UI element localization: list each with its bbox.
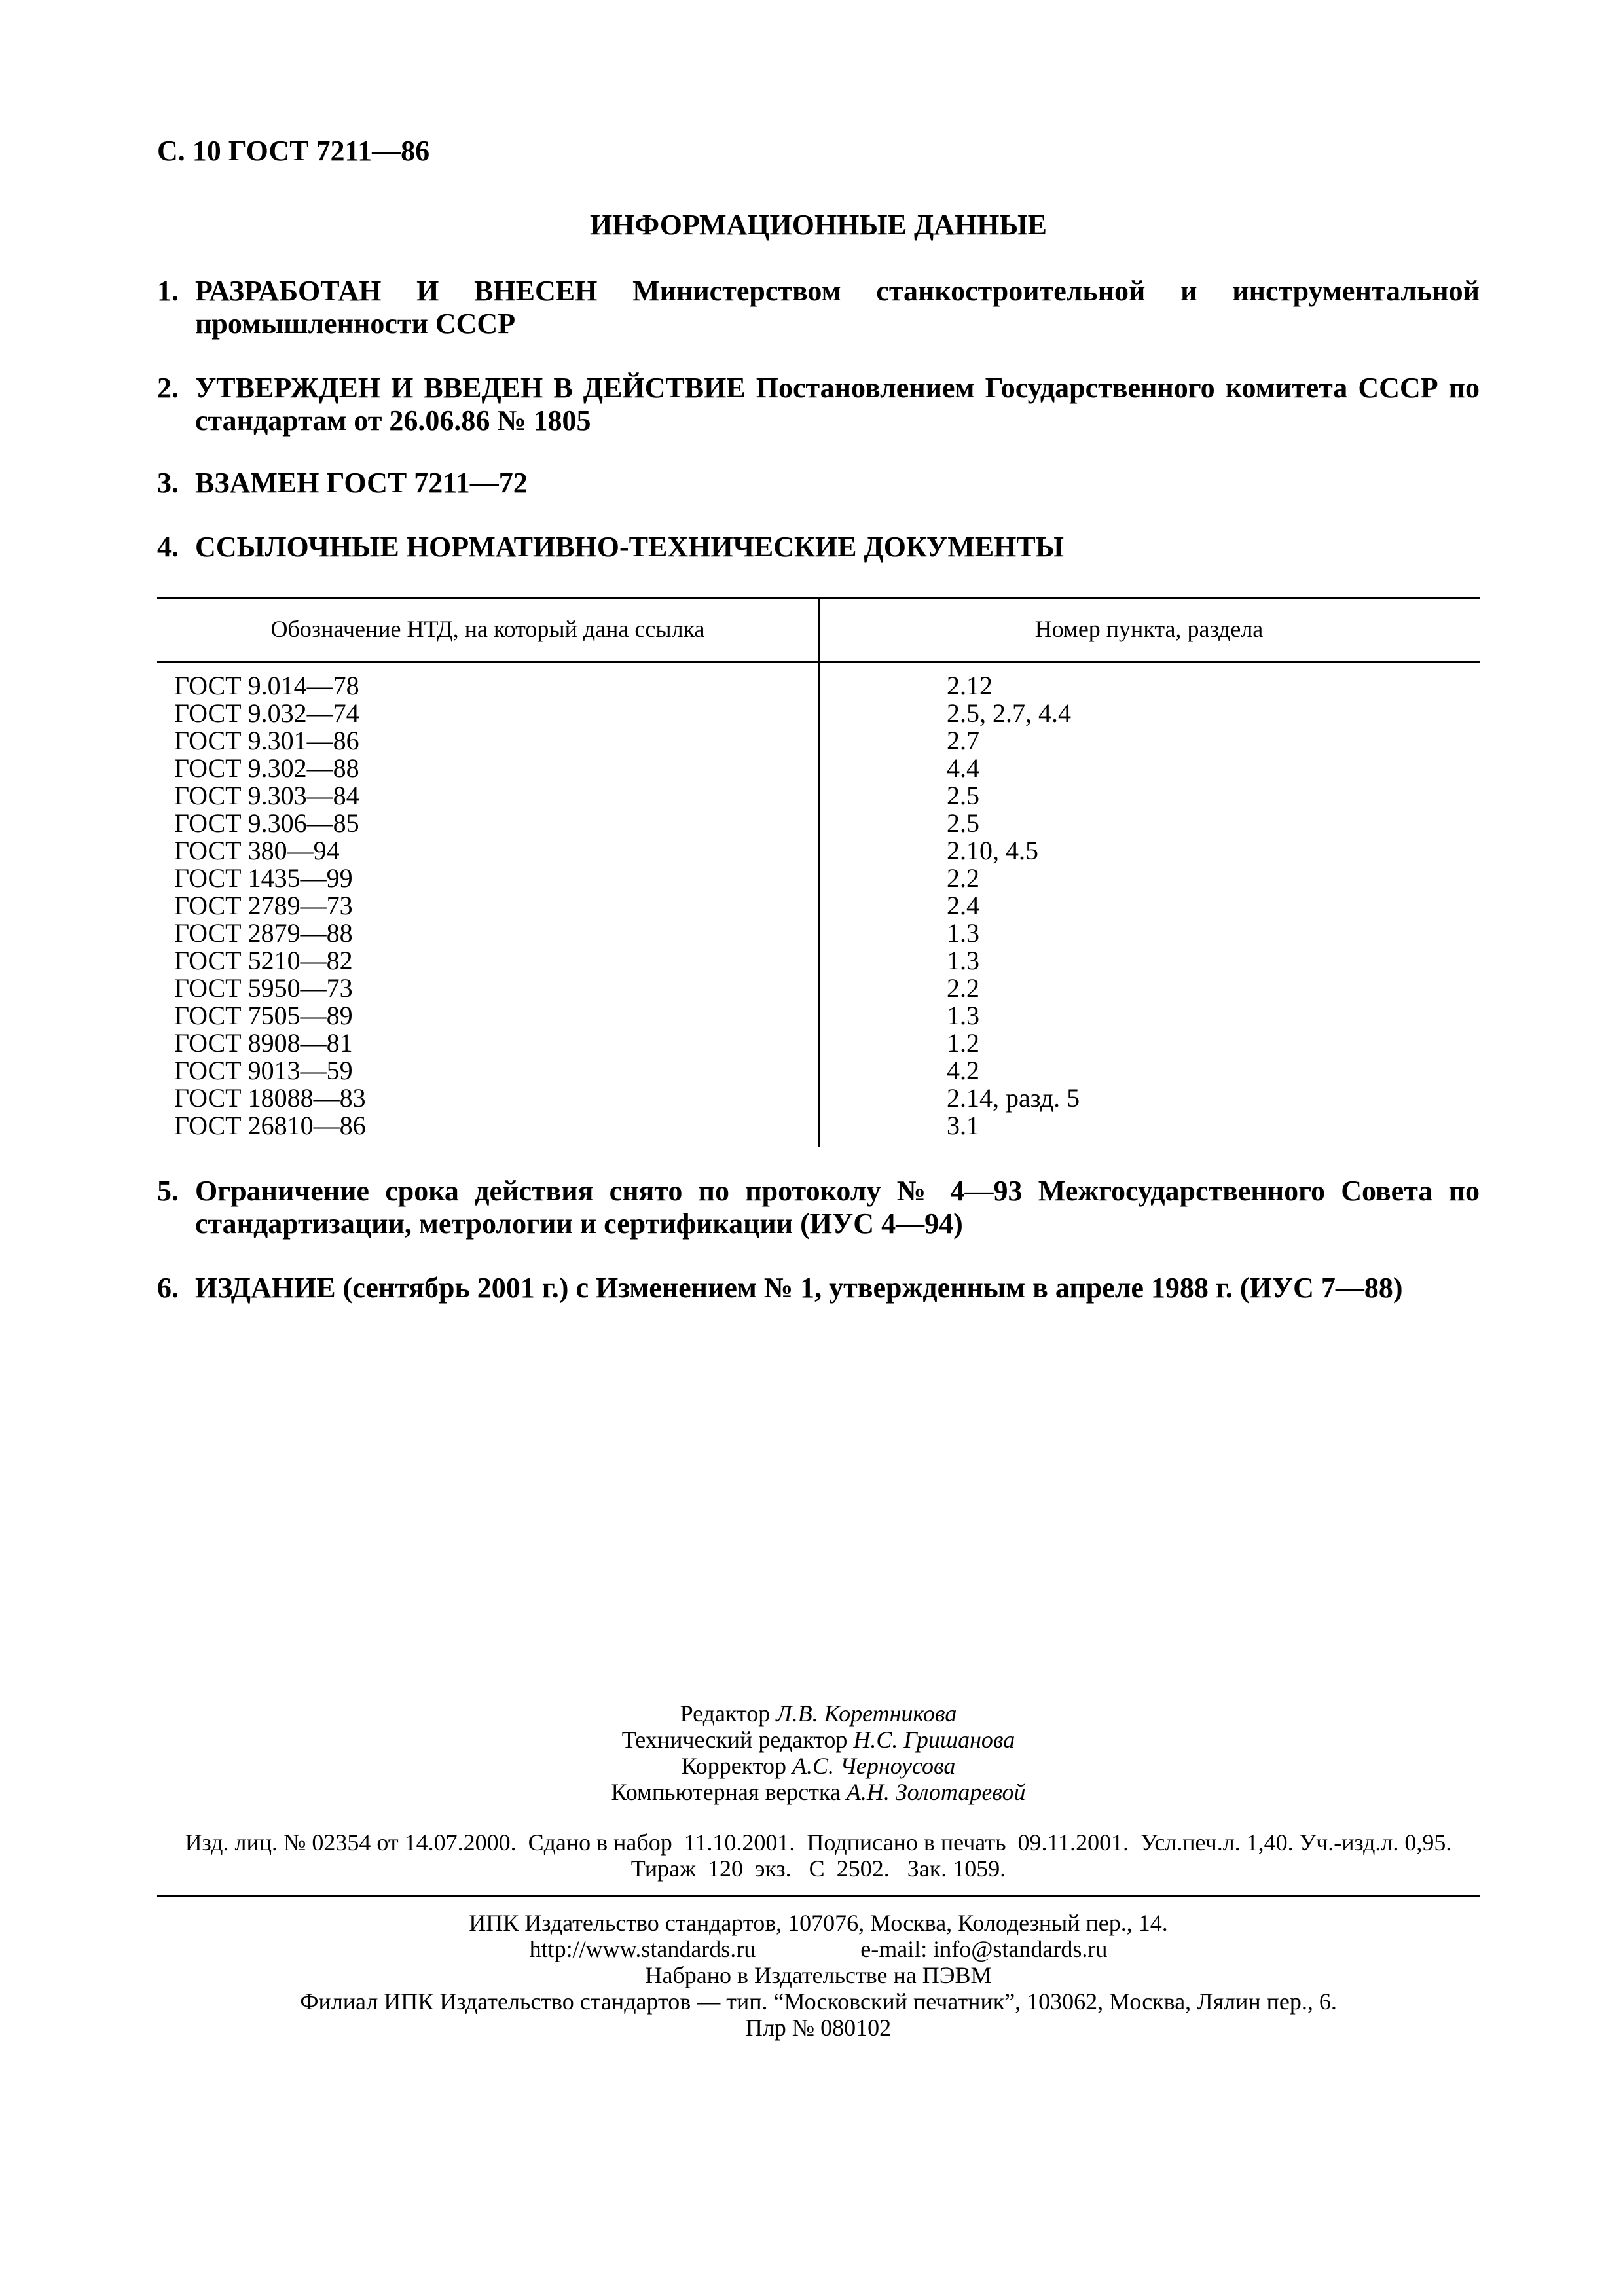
table-row [157,892,1480,920]
publisher-footer [157,1910,1480,2041]
section-cell: 4.4 [947,753,979,783]
section-cell: 2.2 [947,863,979,893]
credit-line [157,1753,1480,1779]
doc-cell: ГОСТ 9.306—85 [174,808,359,838]
page-title: ИНФОРМАЦИОННЫЕ ДАННЫЕ [589,209,1048,241]
item-text: Ограничение срока действия снято по протоколу № 4—93 Межгосударственного Совета по стандартизации, метрологии и сертификации (ИУС 4—94) [195,1175,1480,1240]
doc-cell: ГОСТ 18088—83 [174,1083,366,1113]
doc-cell: ГОСТ 9.302—88 [174,753,359,783]
item-text: УТВЕРЖДЕН И ВВЕДЕН В ДЕЙСТВИЕ Постановлением Государственного комитета СССР по стандартам от 26.06.86 № 1805 [195,372,1480,437]
info-item-1 [157,275,1480,340]
table-row [157,1002,1480,1030]
publisher-address: ИПК Издательство стандартов, 107076, Москва, Колодезный пер., 14. [469,1910,1168,1936]
doc-cell: ГОСТ 2789—73 [174,891,353,920]
credit-name: Л.В. Коретникова [776,1700,957,1727]
section-cell: 1.3 [947,918,979,948]
table-row [157,837,1480,865]
table-row [157,1057,1480,1085]
credit-name: А.Н. Золотаревой [846,1779,1026,1805]
column-header-document: Обозначение НТД, на который дана ссылка [270,616,705,642]
doc-cell: ГОСТ 9.032—74 [174,698,359,728]
table-row [157,810,1480,837]
section-cell: 2.7 [947,726,979,755]
table-row [157,727,1480,755]
section-cell: 1.3 [947,946,979,975]
item-number: 2. [157,372,179,404]
item-text: ВЗАМЕН ГОСТ 7211—72 [195,467,528,499]
table-row [157,947,1480,975]
page-header: С. 10 ГОСТ 7211—86 [157,135,430,167]
credit-line [157,1727,1480,1753]
table-row [157,865,1480,892]
publication-line-1: Изд. лиц. № 02354 от 14.07.2000. Сдано в набор 11.10.2001. Подписано в печать 09.11.2001. Усл.печ.л. 1,40. Уч.-изд.л. 0,95. [185,1829,1452,1856]
doc-cell: ГОСТ 380—94 [174,836,340,865]
doc-cell: ГОСТ 5210—82 [174,946,353,975]
doc-cell: ГОСТ 9.014—78 [174,671,359,700]
typeset-note: Набрано в Издательстве на ПЭВМ [645,1962,992,1988]
credit-line [157,1700,1480,1727]
section-cell: 2.4 [947,891,979,920]
section-cell: 1.3 [947,1001,979,1030]
credit-name: Н.С. Гришанова [853,1727,1015,1753]
doc-cell: ГОСТ 9013—59 [174,1056,353,1085]
footer-rule [157,1895,1480,1897]
editorial-credits [157,1700,1480,1805]
email-link[interactable]: e-mail: info@standards.ru [860,1936,1108,1962]
table-row [157,1085,1480,1112]
reference-table [157,597,1480,1147]
doc-cell: ГОСТ 9.301—86 [174,726,359,755]
item-text: РАЗРАБОТАН И ВНЕСЕН Министерством станкостроительной и инструментальной промышленности СССР [195,275,1480,340]
doc-cell: ГОСТ 8908—81 [174,1028,353,1058]
table-row [157,1112,1480,1139]
item-number: 4. [157,531,179,563]
table-row [157,700,1480,727]
table-row [157,975,1480,1002]
section-cell: 2.10, 4.5 [947,836,1038,865]
publication-info [157,1829,1480,1882]
contact-line [157,1936,1480,1962]
table-row [157,755,1480,782]
info-item-6 [157,1272,1480,1304]
section-cell: 2.5 [947,781,979,810]
doc-cell: ГОСТ 2879—88 [174,918,353,948]
item-number: 6. [157,1272,179,1304]
credit-role: Редактор [680,1700,771,1727]
section-cell: 2.14, разд. 5 [947,1083,1080,1113]
table-row [157,1030,1480,1057]
table-row [157,920,1480,947]
item-number: 1. [157,275,179,307]
table-body [157,672,1480,1139]
print-license: Плр № 080102 [745,2015,892,2041]
website-link[interactable]: http://www.standards.ru [529,1936,756,1962]
section-cell: 2.2 [947,973,979,1003]
info-item-3 [157,467,1480,499]
publication-line-2: Тираж 120 экз. С 2502. Зак. 1059. [630,1856,1006,1882]
item-number: 3. [157,467,179,499]
info-item-5 [157,1175,1480,1240]
item-number: 5. [157,1175,179,1207]
doc-cell: ГОСТ 1435—99 [174,863,353,893]
section-cell: 3.1 [947,1111,979,1140]
credit-line [157,1779,1480,1805]
item-text: ИЗДАНИЕ (сентябрь 2001 г.) с Изменением № 1, утвержденным в апреле 1988 г. (ИУС 7—88) [195,1272,1403,1304]
info-item-4 [157,531,1480,564]
doc-cell: ГОСТ 5950—73 [174,973,353,1003]
section-cell: 1.2 [947,1028,979,1058]
table-row [157,782,1480,810]
section-cell: 2.5 [947,808,979,838]
credit-role: Компьютерная верстка [611,1779,841,1805]
credit-role: Корректор [681,1753,787,1779]
info-item-2 [157,372,1480,437]
credit-name: А.С. Черноусова [792,1753,956,1779]
credit-role: Технический редактор [621,1727,848,1753]
doc-cell: ГОСТ 9.303—84 [174,781,359,810]
branch-address: Филиал ИПК Издательство стандартов — тип. “Московский печатник”, 103062, Москва, Лялин пер., 6. [300,1988,1337,2015]
column-header-section: Номер пункта, раздела [1034,616,1264,642]
item-text: ССЫЛОЧНЫЕ НОРМАТИВНО-ТЕХНИЧЕСКИЕ ДОКУМЕНТЫ [195,531,1064,563]
doc-cell: ГОСТ 26810—86 [174,1111,366,1140]
section-cell: 2.5, 2.7, 4.4 [947,698,1071,728]
table-row [157,672,1480,700]
section-cell: 4.2 [947,1056,979,1085]
doc-cell: ГОСТ 7505—89 [174,1001,353,1030]
section-cell: 2.12 [947,671,993,700]
